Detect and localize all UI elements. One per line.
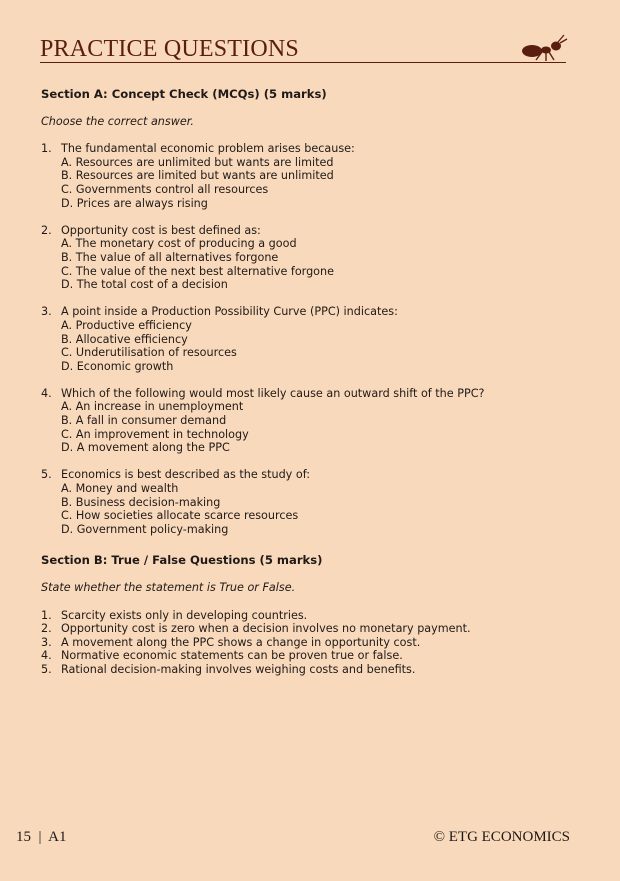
mcq-question-5 <box>41 468 581 536</box>
option-a: A. Productive efficiency <box>61 318 192 332</box>
mcq-question-4 <box>41 387 581 455</box>
option-b: B. Resources are limited but wants are unlimited <box>61 169 334 183</box>
section-a-title: Section A: Concept Check (MCQs) (5 marks) <box>41 87 327 101</box>
statement-number: 5. <box>41 662 52 676</box>
question-number: 5. <box>41 468 52 482</box>
tf-statement-4 <box>41 649 581 663</box>
option-c: C. Underutilisation of resources <box>61 346 237 360</box>
mcq-list <box>41 142 581 536</box>
tf-statement-1 <box>41 609 581 623</box>
question-number: 2. <box>41 223 52 237</box>
question-text: Economics is best described as the study of: <box>61 468 310 482</box>
ant-icon <box>520 32 568 62</box>
option-c: C. The value of the next best alternative forgone <box>61 264 334 278</box>
option-d: D. Prices are always rising <box>61 196 208 210</box>
page-header <box>40 36 568 64</box>
mcq-question-1 <box>41 142 581 210</box>
section-b-title: Section B: True / False Questions (5 marks) <box>41 553 323 568</box>
option-list <box>61 400 581 454</box>
true-false-list <box>41 609 581 677</box>
section-b <box>41 554 581 676</box>
statement-number: 4. <box>41 649 52 663</box>
header-rule <box>40 62 566 63</box>
option-b: B. Business decision-making <box>61 495 221 509</box>
question-text: Which of the following would most likely cause an outward shift of the PPC? <box>61 386 485 400</box>
option-list <box>61 237 581 291</box>
question-number: 1. <box>41 142 52 156</box>
question-number: 4. <box>41 386 52 400</box>
mcq-question-2 <box>41 224 581 292</box>
question-text: A point inside a Production Possibility Curve (PPC) indicates: <box>61 305 398 319</box>
page-number: 15 | A1 <box>16 829 67 845</box>
option-a: A. Money and wealth <box>61 482 179 496</box>
option-d: D. Economic growth <box>61 359 174 373</box>
statement-text: A movement along the PPC shows a change in opportunity cost. <box>61 635 421 649</box>
option-b: B. A fall in consumer demand <box>61 414 227 428</box>
statement-number: 3. <box>41 635 52 649</box>
option-b: B. Allocative efficiency <box>61 332 188 346</box>
copyright: © ETG ECONOMICS <box>433 829 570 845</box>
page-title: PRACTICE QUESTIONS <box>40 36 299 62</box>
option-c: C. An improvement in technology <box>61 427 249 441</box>
option-d: D. The total cost of a decision <box>61 278 228 292</box>
option-list <box>61 482 581 536</box>
option-d: D. Government policy-making <box>61 522 229 536</box>
option-list <box>61 319 581 373</box>
option-b: B. The value of all alternatives forgone <box>61 250 279 264</box>
option-a: A. Resources are unlimited but wants are limited <box>61 155 334 169</box>
statement-text: Scarcity exists only in developing countries. <box>61 608 308 622</box>
tf-statement-5 <box>41 663 581 677</box>
option-a: A. The monetary cost of producing a good <box>61 237 297 251</box>
question-text: The fundamental economic problem arises because: <box>61 142 355 156</box>
tf-statement-2 <box>41 622 581 636</box>
statement-text: Rational decision-making involves weighing costs and benefits. <box>61 662 416 676</box>
statement-text: Normative economic statements can be proven true or false. <box>61 649 403 663</box>
mcq-question-3 <box>41 305 581 373</box>
option-c: C. How societies allocate scarce resources <box>61 509 299 523</box>
question-number: 3. <box>41 305 52 319</box>
option-c: C. Governments control all resources <box>61 182 269 196</box>
statement-number: 2. <box>41 622 52 636</box>
statement-number: 1. <box>41 608 52 622</box>
option-list <box>61 156 581 210</box>
section-b-instruction: State whether the statement is True or False. <box>41 581 296 594</box>
page-content <box>41 88 581 677</box>
option-d: D. A movement along the PPC <box>61 441 230 455</box>
option-a: A. An increase in unemployment <box>61 400 244 414</box>
question-text: Opportunity cost is best defined as: <box>61 223 261 237</box>
tf-statement-3 <box>41 636 581 650</box>
section-a-instruction: Choose the correct answer. <box>41 114 194 128</box>
statement-text: Opportunity cost is zero when a decision involves no monetary payment. <box>61 622 471 636</box>
